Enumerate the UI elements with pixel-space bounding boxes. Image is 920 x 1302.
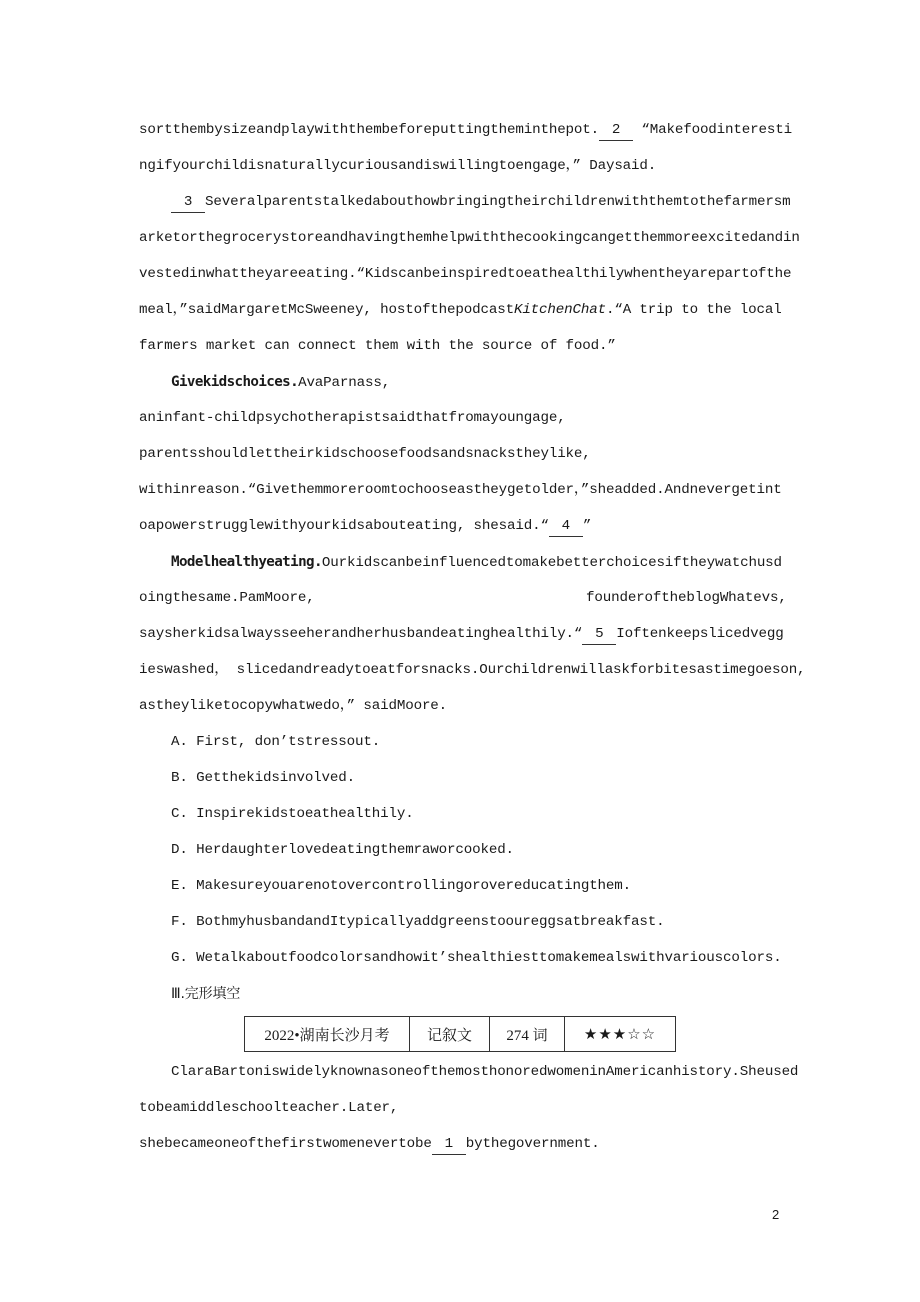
option-d: D. Herdaughterlovedeatingthemraworcooked. [171, 842, 514, 858]
option-b: B. Getthekidsinvolved. [171, 770, 356, 786]
meta-genre: 记叙文 [410, 1017, 490, 1052]
option-e: E. Makesureyouarenotovercontrollingorovereducatingthem. [171, 878, 632, 894]
text-line: parentsshouldlettheirkidschoosefoodsandsnackstheylike, [139, 446, 591, 462]
option-c: C. Inspirekidstoeathealthily. [171, 806, 414, 822]
meta-difficulty-stars: ★★★☆☆ [565, 1017, 676, 1052]
section-heading: Givekidschoices. [171, 374, 299, 390]
option-a: A. First, don’tstressout. [171, 734, 381, 750]
text-line: ieswashed， slicedandreadytoeatforsnacks.Ourchildrenwillaskforbitesastimegoeson, [139, 662, 806, 678]
text-line: arketorthegrocerystoreandhavingthemhelpwiththecookingcangetthemmoreexcitedandin [139, 230, 800, 246]
text-line: Givekidschoices.AvaParnass, [171, 374, 391, 391]
text-line: 3 Severalparentstalkedabouthowbringingtheirchildrenwiththemtothefarmersm [171, 192, 790, 213]
section-heading: Modelhealthyeating. [171, 554, 322, 570]
text-line: aninfant-childpsychotherapistsaidthatfromayoungage, [139, 410, 566, 426]
text-line: vestedinwhattheyareeating.“Kidscanbeinspiredtoeathealthilywhentheyarepartofthe [139, 266, 792, 282]
blank-1[interactable]: 1 [432, 1134, 466, 1155]
meta-source: 2022•湖南长沙月考 [245, 1017, 410, 1052]
text-line: tobeamiddleschoolteacher.Later, [139, 1100, 399, 1116]
text-line: Modelhealthyeating.Ourkidscanbeinfluencedtomakebetterchoicesiftheywatchusd [171, 554, 782, 571]
page-number: 2 [772, 1207, 780, 1222]
text-line: ClaraBartoniswidelyknownasoneofthemosthonoredwomeninAmericanhistory.Sheused [171, 1064, 799, 1080]
text-line: sortthembysizeandplaywiththembeforeputtingtheminthepot. 2 “Makefoodinteresti [139, 120, 792, 141]
text-line: ngifyourchildisnaturallycuriousandiswillingtoengage，” Daysaid. [139, 158, 657, 174]
text-line: astheyliketocopywhatwedo，” saidMoore. [139, 698, 448, 714]
text-line: saysherkidsalwaysseeherandherhusbandeatinghealthily.“ 5 Ioftenkeepslicedvegg [139, 624, 784, 645]
section-heading: Ⅲ.完形填空 [171, 986, 241, 1002]
text-line: oingthesame.PamMoore, [139, 590, 315, 606]
text-line: withinreason.“Givethemmoreroomtochooseastheygetolder，”sheadded.Andnevergetint [139, 482, 782, 498]
option-f: F. BothmyhusbandandItypicallyaddgreenstooureggsatbreakfast. [171, 914, 665, 930]
blank-5[interactable]: 5 [582, 624, 616, 645]
meta-word-count: 274 词 [490, 1017, 565, 1052]
blank-3[interactable]: 3 [171, 192, 205, 213]
meta-table [244, 1016, 676, 1052]
text-line: founderoftheblogWhatevs, [586, 590, 787, 606]
text-line: farmers market can connect them with the source of food.” [139, 338, 616, 354]
option-g: G. Wetalkaboutfoodcolorsandhowit’shealthiesttomakemealswithvariouscolors. [171, 950, 782, 966]
blank-2[interactable]: 2 [599, 120, 633, 141]
text-line: shebecameoneofthefirstwomenevertobe 1 bythegovernment. [139, 1134, 600, 1155]
text-line: oapowerstrugglewithyourkidsabouteating, shesaid.“ 4 ” [139, 516, 591, 537]
text-line: meal，”saidMargaretMcSweeney, hostofthepodcastKitchenChat.“A trip to the local [139, 302, 782, 318]
blank-4[interactable]: 4 [549, 516, 583, 537]
podcast-title: KitchenChat [513, 302, 606, 318]
